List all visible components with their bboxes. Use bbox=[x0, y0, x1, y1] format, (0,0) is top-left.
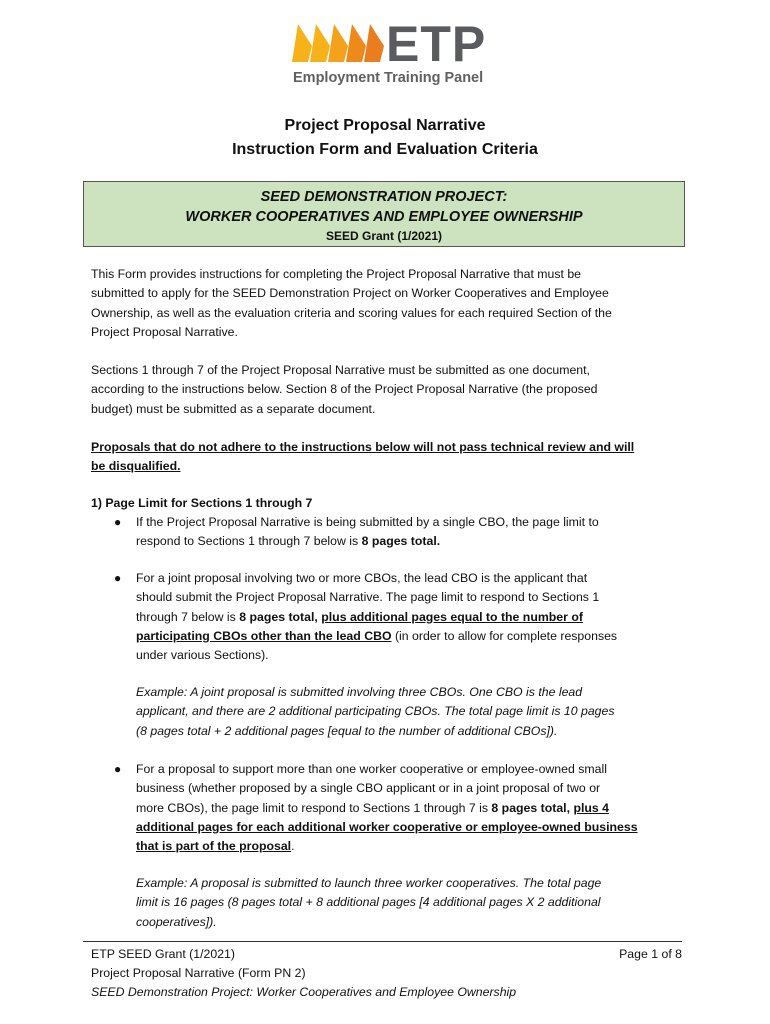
text-line: according to the instructions below. Section 8 of the Project Proposal Narrative (the proposed bbox=[91, 382, 598, 397]
banner-line-3: SEED Grant (1/2021) bbox=[325, 229, 443, 243]
text-line: For a joint proposal involving two or more CBOs, the lead CBO is the applicant that bbox=[136, 571, 588, 585]
text-line bbox=[136, 799, 696, 818]
bullet-multiple-cooperatives bbox=[136, 760, 696, 856]
footer-divider bbox=[83, 941, 682, 942]
text-line: Ownership, as well as the evaluation criteria and scoring values for each required Section of the bbox=[91, 305, 612, 320]
text-line bbox=[136, 627, 696, 646]
logo-subtitle: Employment Training Panel bbox=[293, 70, 484, 86]
text-line: Example: A joint proposal is submitted involving three CBOs. One CBO is the lead bbox=[136, 685, 583, 699]
text-line: should submit the Project Proposal Narrative. The page limit to respond to Sections 1 bbox=[136, 590, 600, 605]
intro-paragraph-2 bbox=[91, 361, 689, 419]
text-span: respond to Sections 1 through 7 below is bbox=[136, 534, 362, 549]
page-limit-emphasis: 8 pages total. bbox=[361, 534, 441, 549]
text-line: be disqualified. bbox=[91, 459, 181, 474]
text-line: For a proposal to support more than one worker cooperative or employee-owned small bbox=[136, 762, 607, 776]
text-span: more CBOs), the page limit to respond to Sections 1 through 7 is bbox=[136, 800, 492, 815]
text-line: applicant, and there are 2 additional participating CBOs. The total page limit is 10 pages bbox=[136, 704, 615, 719]
text-line bbox=[136, 608, 696, 627]
bullet-single-cbo bbox=[136, 513, 696, 552]
page-limit-emphasis: 8 pages total, bbox=[239, 609, 318, 624]
bullet-icon: ● bbox=[114, 571, 122, 585]
text-line: cooperatives]). bbox=[136, 914, 217, 929]
underlined-emphasis: that is part of the proposal bbox=[136, 839, 292, 854]
text-line: submitted to apply for the SEED Demonstration Project on Worker Cooperatives and Employee bbox=[91, 286, 609, 301]
underlined-emphasis: participating CBOs other than the lead CBO bbox=[136, 628, 392, 643]
text-line bbox=[136, 837, 696, 856]
text-line bbox=[136, 818, 696, 837]
banner-line-2: WORKER COOPERATIVES AND EMPLOYEE OWNERSHIP bbox=[185, 209, 583, 225]
logo-text: ETP bbox=[386, 16, 487, 72]
underlined-emphasis: plus 4 bbox=[573, 800, 609, 815]
underlined-emphasis: additional pages for each additional worker cooperative or employee-owned business bbox=[136, 819, 638, 834]
intro-paragraph-1 bbox=[91, 265, 689, 342]
text-line: (8 pages total + 2 additional pages [equal to the number of additional CBOs]). bbox=[136, 723, 558, 738]
project-banner bbox=[83, 181, 685, 247]
example-multiple-cooperatives bbox=[136, 874, 696, 932]
text-line: Project Proposal Narrative. bbox=[91, 324, 238, 339]
text-span: (in order to allow for complete responses bbox=[391, 628, 618, 643]
text-line bbox=[136, 532, 696, 551]
section-1-heading: 1) Page Limit for Sections 1 through 7 bbox=[91, 496, 313, 510]
page-limit-emphasis: 8 pages total, bbox=[491, 800, 571, 815]
footer-page-number: Page 1 of 8 bbox=[619, 947, 682, 961]
text-line: Sections 1 through 7 of the Project Proposal Narrative must be submitted as one document, bbox=[91, 363, 590, 377]
underlined-emphasis: plus additional pages equal to the number of bbox=[321, 609, 583, 624]
text-span: . bbox=[291, 839, 295, 854]
text-line: limit is 16 pages (8 pages total + 8 additional pages [4 additional pages X 2 additional bbox=[136, 895, 601, 910]
text-line: This Form provides instructions for completing the Project Proposal Narrative that must be bbox=[91, 267, 582, 281]
bullet-joint-proposal bbox=[136, 569, 696, 665]
etp-logo bbox=[290, 14, 490, 92]
page-title: Project Proposal Narrative bbox=[284, 117, 486, 134]
bullet-icon: ● bbox=[114, 515, 122, 529]
text-line: budget) must be submitted as a separate document. bbox=[91, 401, 376, 416]
banner-line-1: SEED DEMONSTRATION PROJECT: bbox=[260, 189, 508, 205]
text-span: through 7 below is bbox=[136, 609, 240, 624]
text-line: under various Sections). bbox=[136, 648, 269, 663]
etp-logo-mark-icon bbox=[290, 18, 386, 64]
text-line: business (whether proposed by a single CBO applicant or in a joint proposal of two or bbox=[136, 781, 601, 796]
text-line: Proposals that do not adhere to the instructions below will not pass technical review and will bbox=[91, 440, 635, 454]
text-line: If the Project Proposal Narrative is being submitted by a single CBO, the page limit to bbox=[136, 515, 599, 529]
footer-project: SEED Demonstration Project: Worker Cooperatives and Employee Ownership bbox=[91, 985, 517, 999]
example-joint-proposal bbox=[136, 683, 696, 741]
footer-form: Project Proposal Narrative (Form PN 2) bbox=[91, 966, 306, 980]
disqualification-warning bbox=[91, 438, 689, 477]
page-subtitle: Instruction Form and Evaluation Criteria bbox=[232, 141, 538, 158]
text-line: Example: A proposal is submitted to launch three worker cooperatives. The total page bbox=[136, 876, 602, 890]
bullet-icon: ● bbox=[114, 762, 122, 776]
footer-grant: ETP SEED Grant (1/2021) bbox=[91, 947, 235, 961]
